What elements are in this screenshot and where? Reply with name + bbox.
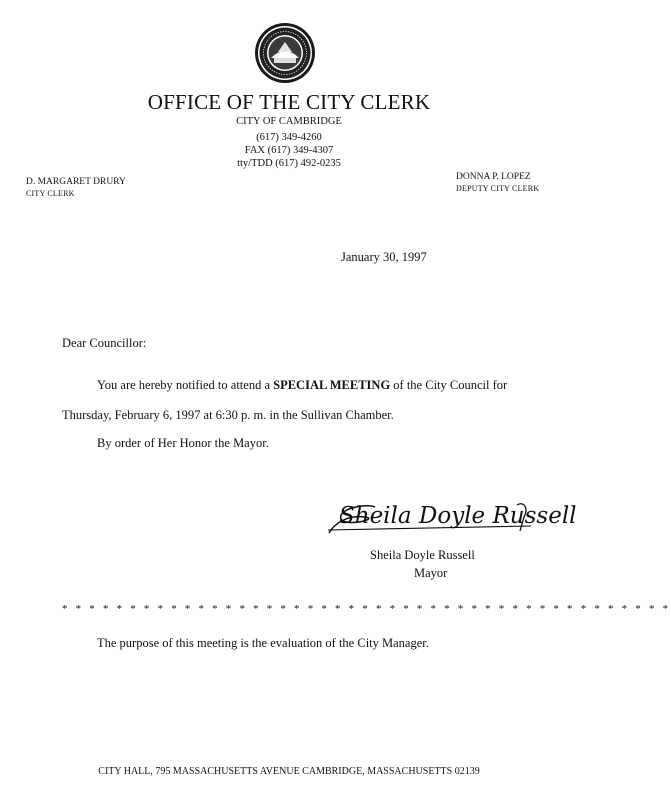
deputy-clerk-block	[456, 171, 539, 195]
notice-text-end: of the City Council for	[390, 378, 508, 392]
notice-paragraph-line2: Thursday, February 6, 1997 at 6:30 p. m. in the Sullivan Chamber.	[62, 408, 394, 422]
footer-address: CITY HALL, 795 MASSACHUSETTS AVENUE CAMBRIDGE, MASSACHUSETTS 02139	[98, 766, 480, 777]
fax-number: FAX (617) 349-4307	[244, 145, 334, 156]
signature-script: Sheila Doyle Russell	[339, 503, 577, 529]
phone-number: (617) 349-4260	[256, 132, 322, 143]
order-paragraph: By order of Her Honor the Mayor.	[97, 436, 269, 450]
city-name: CITY OF CAMBRIDGE	[236, 116, 342, 127]
city-seal-icon	[254, 22, 316, 84]
city-clerk-name: D. MARGARET DRURY	[26, 177, 126, 187]
signer-name: Sheila Doyle Russell	[370, 548, 475, 562]
letter-date: January 30, 1997	[341, 250, 427, 264]
city-clerk-title: CITY CLERK	[26, 189, 75, 198]
asterisk-divider: * * * * * * * * * * * * * * * * * * * * * * * * * * * * * * * * * * * * * * * * * * * * *	[62, 603, 671, 615]
notice-text-start: You are hereby notified to attend a	[97, 378, 274, 392]
signer-title: Mayor	[414, 566, 448, 580]
meeting-purpose: The purpose of this meeting is the evaluation of the City Manager.	[97, 636, 429, 650]
special-meeting-label: SPECIAL MEETING	[273, 378, 391, 392]
tty-number: tty/TDD (617) 492-0235	[237, 158, 341, 169]
office-title: OFFICE OF THE CITY CLERK	[147, 90, 431, 114]
notice-paragraph-line1	[97, 378, 507, 393]
city-clerk-block	[26, 176, 126, 200]
mayor-signature	[325, 493, 577, 537]
deputy-clerk-name: DONNA P. LOPEZ	[456, 172, 531, 182]
deputy-clerk-title: DEPUTY CITY CLERK	[456, 184, 540, 193]
salutation: Dear Councillor:	[62, 336, 147, 350]
